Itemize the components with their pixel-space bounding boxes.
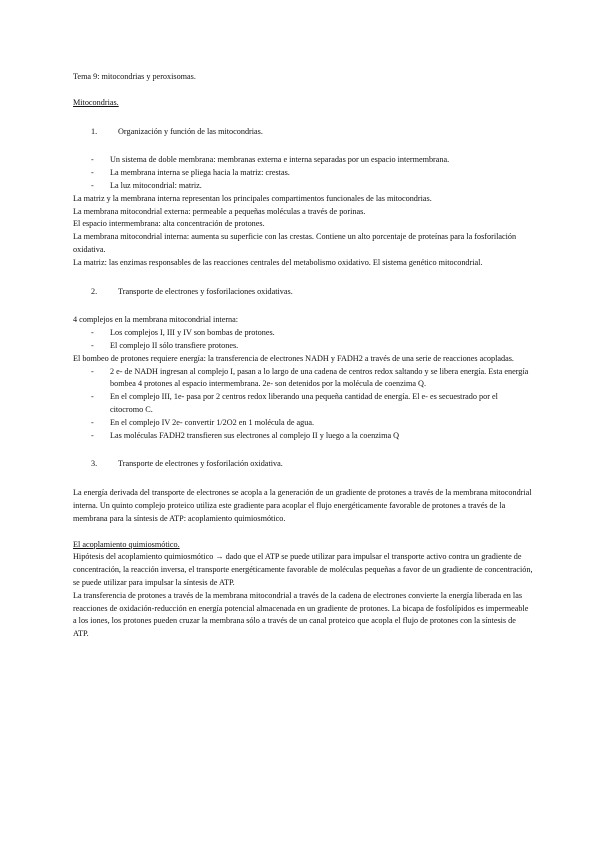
paragraph: La energía derivada del transporte de electrones se acopla a la generación de un gradiente de protones a través de la membrana mitocondrial interna. Un quinto complejo proteico utiliza este gradiente para acoplar el flujo energéticamente favorable de protones a través de la membrana para la síntesis de ATP: acoplamiento quimiosmótico. [73,488,532,523]
list-item: - Los complejos I, III y IV son bombas de protones. [91,328,275,338]
list-item: - En el complejo IV 2e- convertir 1/2O2 en 1 molécula de agua. [91,417,315,427]
list-item: - En el complejo III, 1e- pasa por 2 centros redox liberando una pequeña cantidad de energía. El e- es secuestrado por el citocromo C. [91,392,498,414]
list-item: - El complejo II sólo transfiere protones. [91,340,239,350]
paragraph: La membrana mitocondrial interna: aumenta su superficie con las crestas. Contiene un alto porcentaje de proteínas para la fosforilación oxidativa. [73,232,517,254]
list-item: - 2 e- de NADH ingresan al complejo I, pasan a lo largo de una cadena de centros redox saltando y se libera energía. Esta energía bombea 4 protones al espacio intermembrana. 2e- son detenidos por la molécula de coenzima Q. [91,366,529,389]
list-item: - Un sistema de doble membrana: membranas externa e interna separadas por un espacio intermembrana. [91,155,450,165]
paragraph: La matriz y la membrana interna representan los principales compartimentos funcionales de las mitocondrias. [73,193,432,203]
document-title: Tema 9: mitocondrias y peroxisomas. [73,72,196,81]
paragraph: La transferencia de protones a través de la membrana mitocondrial a través de la cadena de electrones convierte la energía liberada en las reacciones de oxidación-reducción en energía potencial almacenada en un gradiente de protones. La bicapa de fosfolípidos es impermeable a los iones, los protones pueden cruzar la membrana sólo a través de un canal proteico que acopla el flujo de protones con la síntesis de ATP. [73,590,529,639]
document-page [73,71,533,641]
paragraph: La matriz: las enzimas responsables de las reacciones centrales del metabolismo oxidativo. El sistema genético mitocondrial. [73,257,483,267]
paragraph: Hipótesis del acoplamiento quimiosmótico → dado que el ATP se puede utilizar para impulsar el transporte activo contra un gradiente de concentración, la reacción inversa, el transporte energéticamente favorable de moléculas pequeñas a favor de un gradiente de concentración, se puede utilizar para impulsar la síntesis de ATP. [73,552,533,587]
paragraph: El bombeo de protones requiere energía: la transferencia de electrones NADH y FADH2 a través de una serie de reacciones acopladas. [73,353,514,363]
paragraph: El espacio intermembrana: alta concentración de protones. [73,219,265,229]
list-item: - La membrana interna se pliega hacia la matriz: crestas. [91,168,290,178]
list-item: - La luz mitocondrial: matriz. [91,180,202,190]
heading-mitocondrias: Mitocondrias. [73,97,119,107]
paragraph: 4 complejos en la membrana mitocondrial interna: [73,315,239,325]
section-3-title: 3. Transporte de electrones y fosforilación oxidativa. [91,459,283,469]
section-2-title: 2. Transporte de electrones y fosforilaciones oxidativas. [91,286,293,296]
section-1-title: 1. Organización y función de las mitocondrias. [91,126,263,136]
list-item: - Las moléculas FADH2 transfieren sus electrones al complejo II y luego a la coenzima Q [91,430,400,440]
heading-acoplamiento: El acoplamiento quimiosmótico. [73,539,180,549]
paragraph: La membrana mitocondrial externa: permeable a pequeñas moléculas a través de porinas. [73,206,366,216]
